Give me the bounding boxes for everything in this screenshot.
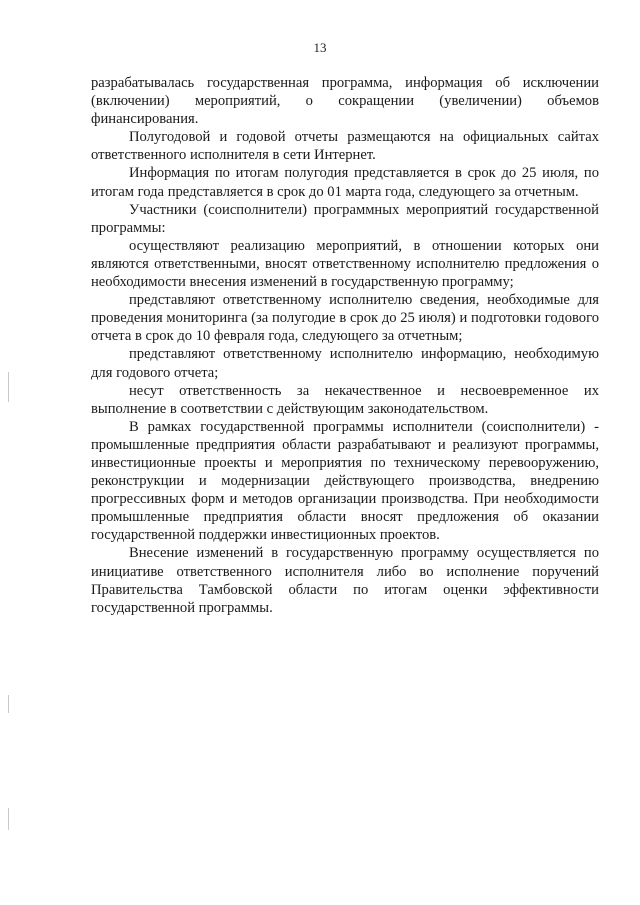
paragraph: Участники (соисполнители) программных мероприятий государственной программы:	[91, 201, 599, 236]
scan-edge-mark	[8, 372, 9, 402]
list-item: представляют ответственному исполнителю сведения, необходимые для проведения мониторинга (за полугодие в срок до 25 июля) и подготовки годового отчета в срок до 10 февраля года, следующего за отчетным;	[91, 292, 599, 345]
document-body	[91, 74, 599, 617]
paragraph: Полугодовой и годовой отчеты размещаются на официальных сайтах ответственного исполнителя в сети Интернет.	[91, 129, 599, 164]
page-number: 13	[313, 40, 327, 55]
list-item: представляют ответственному исполнителю информацию, необходимую для годового отчета;	[91, 346, 599, 381]
paragraph: Внесение изменений в государственную программу осуществляется по инициативе ответственного исполнителя либо во исполнение поручений Правительства Тамбовской области по итогам оценки эффективности государственной программы.	[91, 545, 599, 616]
scan-edge-mark	[8, 808, 9, 830]
scan-edge-mark	[8, 695, 9, 713]
paragraph: разрабатывалась государственная программа, информация об исключении (включении) мероприятий, о сокращении (увеличении) объемов финансирования.	[91, 75, 599, 128]
paragraph: В рамках государственной программы исполнители (соисполнители) - промышленные предприятия области разрабатывают и реализуют программы, инвестиционные проекты и мероприятия по техническому перевооружению, реконструкции и модернизации действующего производства, внедрению прогрессивных форм и методов организации производства. При необходимости промышленные предприятия области вносят предложения об оказании государственной поддержки инвестиционных проектов.	[91, 418, 599, 544]
list-item: несут ответственность за некачественное и несвоевременное их выполнение в соответствии с действующим законодательством.	[91, 382, 599, 417]
list-item: осуществляют реализацию мероприятий, в отношении которых они являются ответственными, вносят ответственному исполнителю предложения о необходимости внесения изменений в государственную программу;	[91, 237, 599, 291]
paragraph: Информация по итогам полугодия представляется в срок до 25 июля, по итогам года представляется в срок до 01 марта года, следующего за отчетным.	[91, 165, 599, 200]
